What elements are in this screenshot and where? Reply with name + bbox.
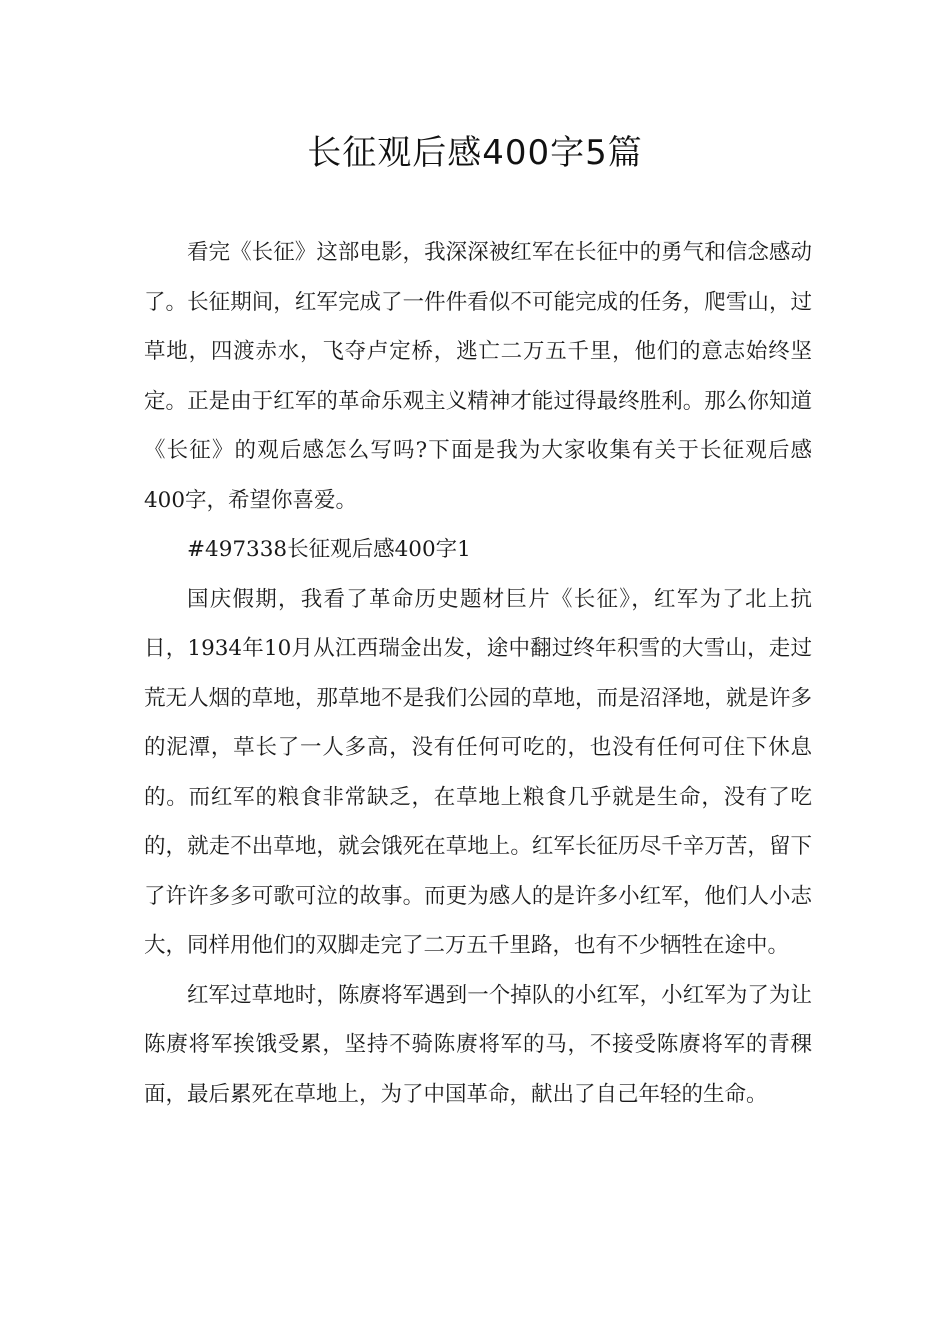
- document-body: [144, 228, 812, 1119]
- intro-paragraph: 看完《长征》这部电影，我深深被红军在长征中的勇气和信念感动了。长征期间，红军完成了一件件看似不可能完成的任务，爬雪山，过草地，四渡赤水，飞夺卢定桥，逃亡二万五千里，他们的意志始终坚定。正是由于红军的革命乐观主义精神才能过得最终胜利。那么你知道《长征》的观后感怎么写吗?下面是我为大家收集有关于长征观后感400字，希望你喜爱。: [144, 240, 812, 513]
- body-paragraph: 红军过草地时，陈赓将军遇到一个掉队的小红军，小红军为了为让陈赓将军挨饿受累，坚持不骑陈赓将军的马，不接受陈赓将军的青稞面，最后累死在草地上，为了中国革命，献出了自己年轻的生命。: [144, 982, 812, 1107]
- section-heading: #497338长征观后感400字1: [187, 537, 471, 562]
- document-title: 长征观后感400字5篇: [307, 133, 643, 173]
- body-paragraph: 国庆假期，我看了革命历史题材巨片《长征》，红军为了北上抗日，1934年10月从江西瑞金出发，途中翻过终年积雪的大雪山，走过荒无人烟的草地，那草地不是我们公园的草地，而是沼泽地，就是许多的泥潭，草长了一人多高，没有任何可吃的，也没有任何可住下休息的。而红军的粮食非常缺乏，在草地上粮食几乎就是生命，没有了吃的，就走不出草地，就会饿死在草地上。红军长征历尽千辛万苦，留下了许许多多可歌可泣的故事。而更为感人的是许多小红军，他们人小志大，同样用他们的双脚走完了二万五千里路，也有不少牺牲在途中。: [144, 586, 812, 958]
